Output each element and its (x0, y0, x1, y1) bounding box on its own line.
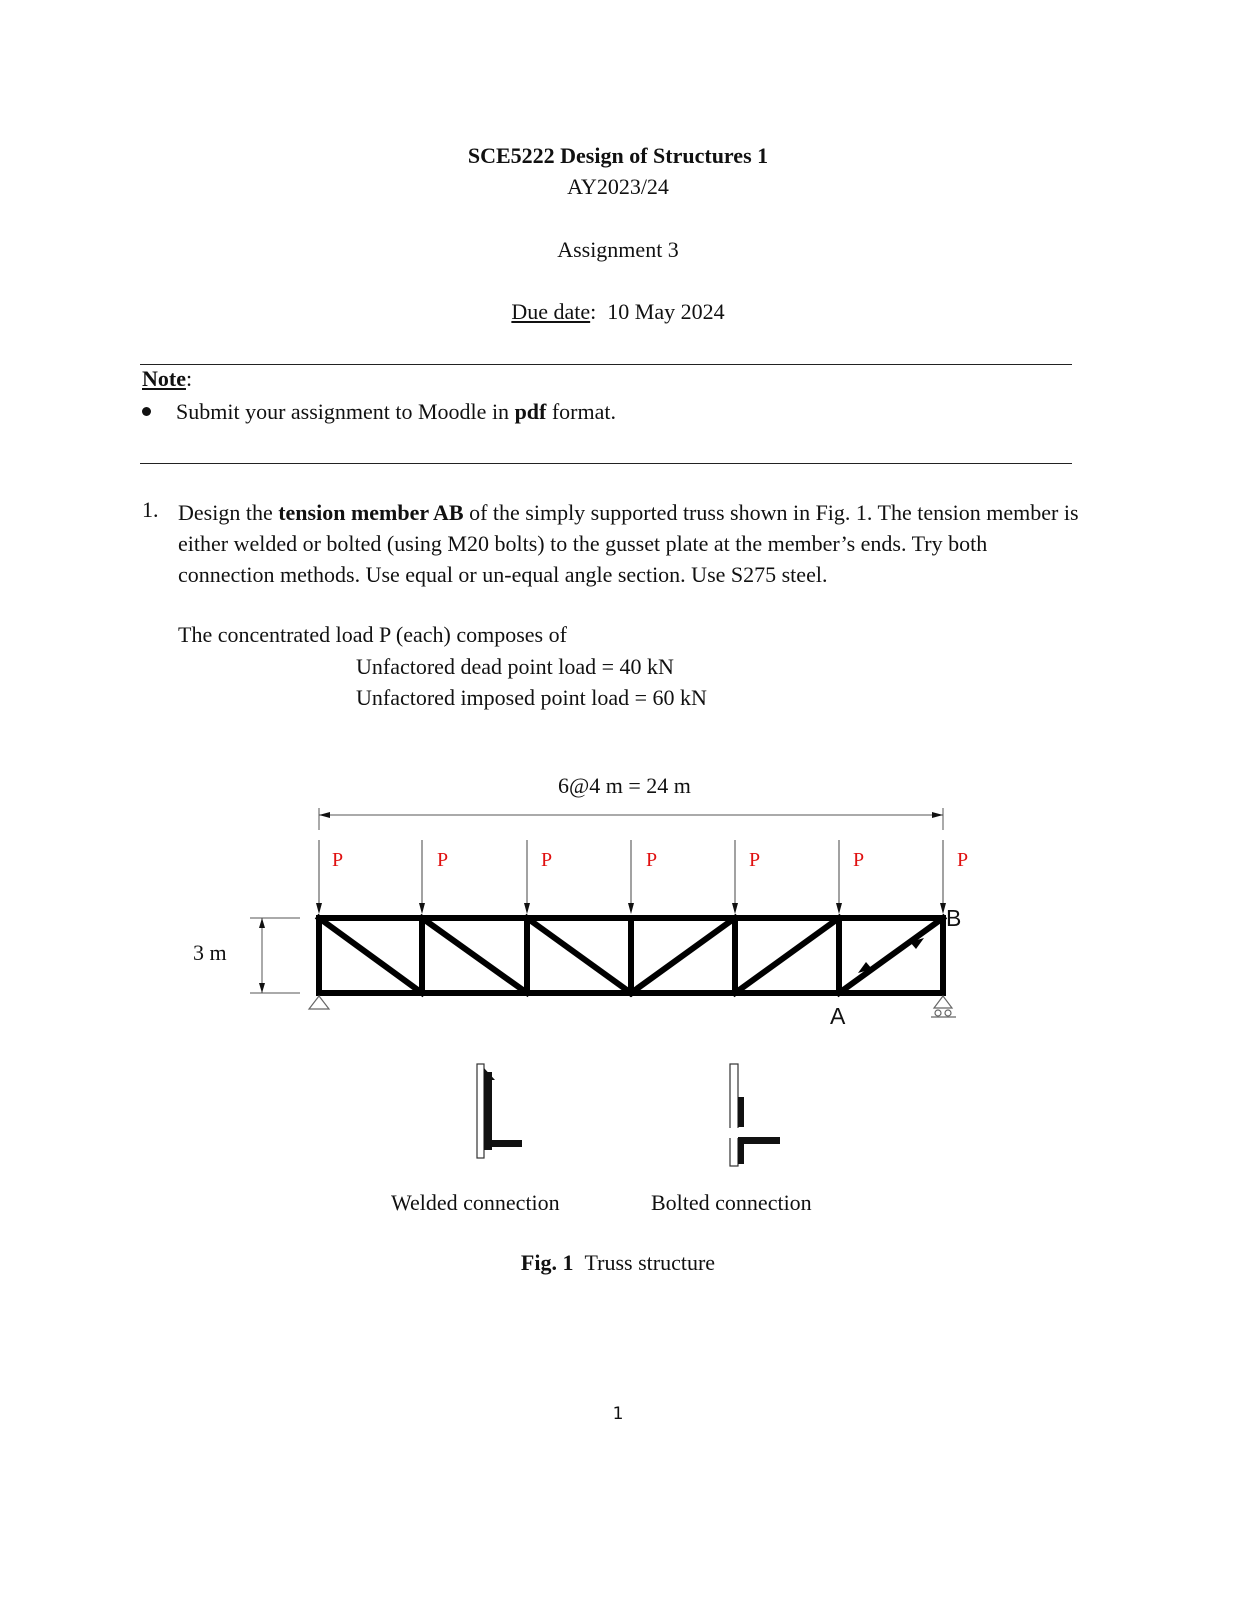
question-number: 1. (142, 497, 159, 522)
figure-caption: Fig. 1 Truss structure (520, 1250, 716, 1275)
span-dimension (319, 808, 943, 830)
welded-caption: Welded connection (391, 1190, 560, 1215)
bolted-connection-icon (727, 1064, 780, 1166)
note-label: Note: (142, 366, 193, 391)
node-label-a: A (830, 1003, 846, 1029)
question-text: Design the tension member AB of the simply supported truss shown in Fig. 1. The tension member is either welded or bolted (using M20 bolts) to the gusset plate at the member’s ends. Try both connection methods. Use equal or un-equal angle section. Use S275 steel. (178, 500, 1079, 587)
pin-support-icon (309, 996, 329, 1009)
note-bullet: Submit your assignment to Moodle in pdf format. (142, 399, 616, 425)
dead-load: Unfactored dead point load = 40 kN (356, 654, 674, 679)
roller-support-icon (931, 996, 956, 1017)
page-number: 1 (612, 1404, 624, 1424)
load-arrows (316, 840, 946, 914)
load-label-5: P (749, 849, 761, 871)
imposed-load: Unfactored imposed point load = 60 kN (356, 685, 707, 710)
load-label-7: P (957, 849, 969, 871)
span-dimension-label: 6@4 m = 24 m (558, 773, 691, 798)
load-label-4: P (646, 849, 658, 871)
load-label-6: P (853, 849, 865, 871)
load-label-1: P (332, 849, 344, 871)
height-dimension (250, 918, 300, 993)
load-label-2: P (437, 849, 449, 871)
due-value: 10 May 2024 (607, 299, 725, 324)
academic-year: AY2023/24 (567, 174, 669, 199)
course-title: SCE5222 Design of Structures 1 (467, 143, 769, 168)
height-dimension-label: 3 m (193, 940, 227, 965)
truss-members (319, 918, 943, 993)
assignment-title: Assignment 3 (557, 237, 679, 262)
due-label: Due date (511, 299, 591, 324)
welded-connection-icon (477, 1064, 522, 1158)
node-label-b: B (946, 905, 962, 931)
load-label-3: P (541, 849, 553, 871)
due-date: Due date: 10 May 2024 (511, 299, 725, 324)
load-intro: The concentrated load P (each) composes of (178, 622, 567, 647)
bolted-caption: Bolted connection (651, 1190, 812, 1215)
